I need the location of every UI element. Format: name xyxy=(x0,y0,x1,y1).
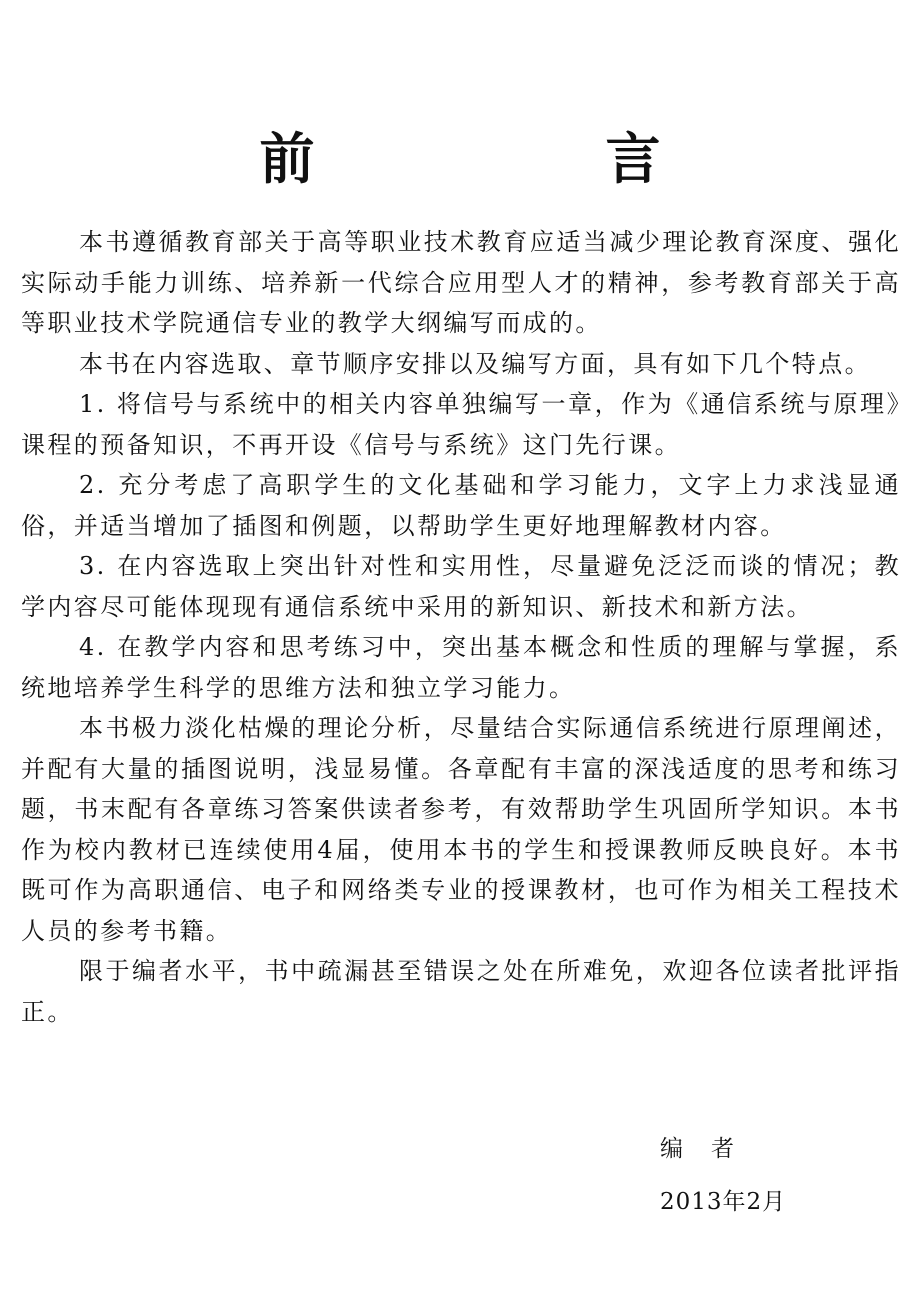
paragraph-features-intro: 本书在内容选取、章节顺序安排以及编写方面，具有如下几个特点。 xyxy=(79,349,871,378)
paragraph-feature-2: 2. 充分考虑了高职学生的文化基础和学习能力，文字上力求浅显通俗，并适当增加了插图和例题，以帮助学生更好地理解教材内容。 xyxy=(21,471,901,540)
editor-signature: 编者 xyxy=(660,1136,762,1162)
paragraph-feature-1: 1. 将信号与系统中的相关内容单独编写一章，作为《通信系统与原理》课程的预备知识，不再开设《信号与系统》这门先行课。 xyxy=(21,390,901,459)
page-title: 前 言 xyxy=(259,125,779,191)
signature-date: 2013年2月 xyxy=(660,1189,787,1215)
paragraph-summary: 本书极力淡化枯燥的理论分析，尽量结合实际通信系统进行原理阐述，并配有大量的插图说明，浅显易懂。各章配有丰富的深浅适度的思考和练习题，书末配有各章练习答案供读者参考，有效帮助学生巩固所学知识。本书作为校内教材已连续使用4届，使用本书的学生和授课教师反映良好。本书既可作为高职通信、电子和网络类专业的授课教材，也可作为相关工程技术人员的参考书籍。 xyxy=(21,714,901,945)
paragraph-intro: 本书遵循教育部关于高等职业技术教育应适当减少理论教育深度、强化实际动手能力训练、培养新一代综合应用型人才的精神，参考教育部关于高等职业技术学院通信专业的教学大纲编写而成的。 xyxy=(21,228,901,337)
signature-block xyxy=(660,1134,786,1217)
preface-body xyxy=(21,222,901,1032)
paragraph-closing: 限于编者水平，书中疏漏甚至错误之处在所难免，欢迎各位读者批评指正。 xyxy=(21,957,901,1026)
paragraph-feature-4: 4. 在教学内容和思考练习中，突出基本概念和性质的理解与掌握，系统地培养学生科学的思维方法和独立学习能力。 xyxy=(21,633,901,702)
paragraph-feature-3: 3. 在内容选取上突出针对性和实用性，尽量避免泛泛而谈的情况；教学内容尽可能体现现有通信系统中采用的新知识、新技术和新方法。 xyxy=(21,552,901,621)
